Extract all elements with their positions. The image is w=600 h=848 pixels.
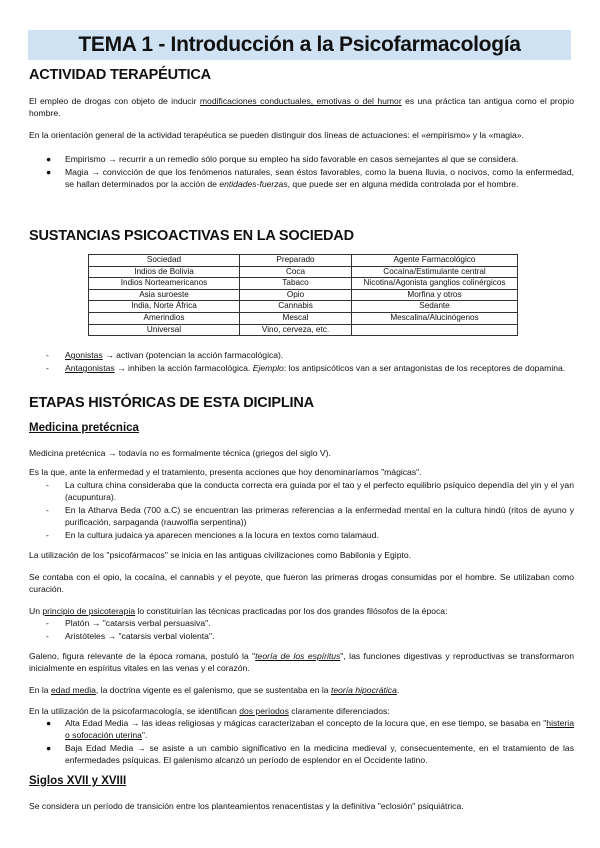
underlined-phrase: histeria o sofocación uterina [65,718,574,740]
text: ", las funciones digestivas y reproductivas se transformaron inicialmente en espíritus vitales en las venas y el corazón. [29,651,574,673]
text: → inhiben la acción farmacológica. [114,363,253,373]
text: → activan (potencian la acción farmacológica). [102,350,284,360]
table-cell: Cocaína/Estimulante central [352,266,518,278]
text: Magia → convicción de que los fenómenos naturales, sean éstos favorables, como la buena lluvia, o nocivos, como la enfermedad, se hallan determinados por la acción de [65,167,574,189]
text: claramente diferenciados: [288,706,390,716]
substances-table [88,254,518,336]
paragraph-periodos [29,705,574,717]
bullet-icon: ● [46,167,52,177]
paragraph-psicoterapia [29,605,574,617]
table-cell: Amerindios [89,312,240,324]
subheading-medicina-pretecnica: Medicina pretécnica [29,422,139,434]
text: Aristóteles → "catarsis verbal violenta". [65,631,215,641]
table-cell: Mescalina/Alucinógenos [352,312,518,324]
table-cell: Mescal [240,312,352,324]
heading-etapas-historicas: ETAPAS HISTÓRICAS DE ESTA DICIPLINA [29,395,314,411]
text: Galeno, figura relevante de la época romana, postuló la " [29,651,256,661]
bullet-icon: ● [46,154,52,164]
text: Un [29,606,43,616]
text: lo constituirían las técnicas practicadas por los dos grandes filósofos de la época: [135,606,448,616]
table-row [89,278,518,290]
paragraph-transicion: Se considera un período de transición entre los planteamientos renacentistas y la definitiva "eclosión" psiquiátrica. [29,801,464,811]
underlined-phrase: modificaciones conductuales, emotivas o del humor [199,96,402,106]
table-cell [352,324,518,336]
list-item [29,479,574,503]
emphasis: entidades-fuerzas [219,179,288,189]
paragraph-empleo-drogas [29,95,574,119]
emphasis: Ejemplo [252,363,284,373]
text: , la doctrina vigente es el galenismo, que se sustentaba en la [95,685,331,695]
emphasis: teoría de los espíritus [255,651,341,661]
table-row [89,289,518,301]
table-cell: Vino, cerveza, etc. [240,324,352,336]
list-item [29,362,574,374]
dash-list-culturas [29,479,574,542]
table-cell: Indios de Bolivia [89,266,240,278]
text: . [396,685,400,695]
list-item [29,742,574,766]
list-item [29,630,574,642]
dash-marker: - [46,631,49,641]
heading-actividad-terapeutica: ACTIVIDAD TERAPÉUTICA [29,67,211,83]
underlined-phrase: principio de psicoterapia [42,606,136,616]
list-item [29,349,574,361]
text: Alta Edad Media → las ideas religiosas y mágicas caracterizaban el concepto de la locura que, en ese tiempo, se basaba en " [65,718,547,728]
paragraph-psicofarmacos: La utilización de los "psicofármacos" se inicia en las antiguas civilizaciones como Babilonia y Egipto. [29,550,412,560]
term: Antagonistas [65,363,115,373]
table-row [89,312,518,324]
dash-marker: - [46,480,49,490]
text: El empleo de drogas con objeto de inducir [29,96,200,106]
text: : los antipsicóticos van a ser antagonistas de los receptores de dopamina. [283,363,566,373]
table-cell: Nicotina/Agonista ganglios colinérgicos [352,278,518,290]
text: En la Atharva Beda (700 a.C) se encuentran las primeras referencias a la enfermedad mental en la cultura hindú (ritos de ayuno y purificación, sarpaganda (rauwolfia serpentina)) [65,505,574,527]
paragraph-opio-cocaina: Se contaba con el opio, la cocaína, el cannabis y el peyote, que fueron las primeras drogas consumidas por el hombre. Se utilizaban como curación. [29,572,574,594]
dash-marker: - [46,363,49,373]
subheading-siglos: Siglos XVII y XVIII [29,775,127,787]
text: Baja Edad Media → se asiste a un cambio significativo en la medicina medieval y, consecuentemente, en el tratamiento de las enfermedades psíquicas. El galenismo alcanzó un período de esplendor en el Occidente latino. [65,743,574,765]
dash-list-filosofos [29,617,574,643]
term: Agonistas [65,350,103,360]
bullet-list-periodos [29,717,574,767]
list-item [29,153,574,165]
paragraph-edad-media [29,684,574,696]
underlined-phrase: dos períodos [239,706,289,716]
dash-marker: - [46,530,49,540]
table-cell: Sedante [352,301,518,313]
title-banner [28,30,571,60]
text: Platón → "catarsis verbal persuasiva". [65,618,211,628]
page-title: TEMA 1 - Introducción a la Psicofarmacología [78,33,521,56]
text: En la [29,685,51,695]
list-item [29,617,574,629]
table-cell: Morfina y otros [352,289,518,301]
table-row [89,301,518,313]
column-header: Preparado [240,255,352,267]
list-item [29,529,574,541]
text: ". [141,730,148,740]
table-cell: Universal [89,324,240,336]
table-header-row [89,255,518,267]
text: En la cultura judaica ya aparecen menciones a la locura en textos como talamaud. [65,530,379,540]
dash-list-agonistas [29,349,574,375]
paragraph-magicas: Es la que, ante la enfermedad y el tratamiento, presenta acciones que hoy denominaríamos "mágicas". [29,467,422,477]
text: En la utilización de la psicofarmacología, se identifican [29,706,240,716]
text: , que puede ser en alguna medida controlada por el hombre. [287,179,519,189]
table-cell: Tabaco [240,278,352,290]
table-cell: Opio [240,289,352,301]
table-cell: Coca [240,266,352,278]
column-header: Agente Farmacológico [352,255,518,267]
list-item [29,504,574,528]
bullet-icon: ● [46,718,52,728]
table-cell: Indios Norteamericanos [89,278,240,290]
text: es una práctica tan antigua como el propio hombre. [29,96,574,118]
dash-marker: - [46,618,49,628]
table-row [89,266,518,278]
paragraph-pretecnica: Medicina pretécnica → todavía no es formalmente técnica (griegos del siglo V). [29,448,331,458]
heading-sustancias: SUSTANCIAS PSICOACTIVAS EN LA SOCIEDAD [29,228,354,244]
dash-marker: - [46,350,49,360]
column-header: Sociedad [89,255,240,267]
table-cell: Cannabis [240,301,352,313]
table-row [89,324,518,336]
list-item [29,717,574,741]
paragraph-orientacion: En la orientación general de la actividad terapéutica se pueden distinguir dos líneas de actuaciones: el «empirismo» y la «magia». [29,130,524,140]
bullet-icon: ● [46,743,52,753]
paragraph-galeno [29,650,574,674]
text: La cultura china consideraba que la conducta correcta era guiada por el tao y el perfecto equilibrio psíquico dependía del yin y el yan (acupuntura). [65,480,574,502]
table-cell: India, Norte África [89,301,240,313]
list-item [29,166,574,190]
underlined-phrase: edad media [50,685,96,695]
bullet-list-lineas [29,153,574,191]
emphasis: teoría hipocrática [330,685,397,695]
dash-marker: - [46,505,49,515]
text: Empirismo → recurrir a un remedio sólo porque su empleo ha sido favorable en casos semejantes al que se considera. [65,154,519,164]
table-cell: Asia suroeste [89,289,240,301]
